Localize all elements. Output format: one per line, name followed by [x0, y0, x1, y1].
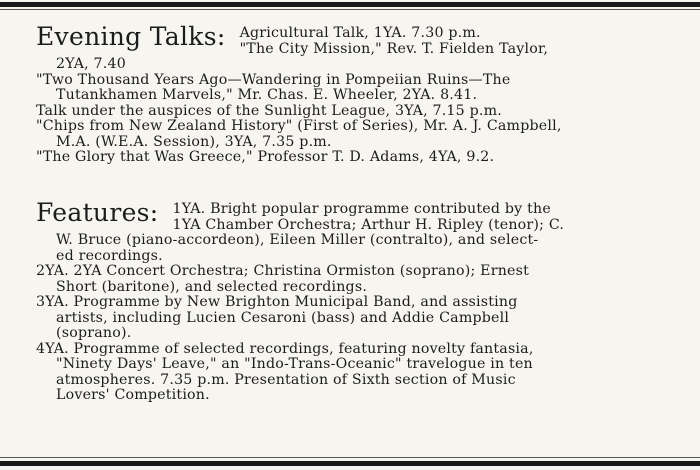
bottom-rule [0, 461, 700, 466]
features-line: W. Bruce (piano-accordeon), Eileen Miller (contralto), and select- [56, 232, 539, 248]
features-heading: Features: [36, 198, 159, 227]
top-thin-rule [0, 9, 700, 10]
features-line: 3YA. Programme by New Brighton Municipal Band, and assisting [36, 294, 518, 310]
features-line: 1YA. Bright popular programme contributed by the [172, 201, 551, 217]
bottom-thin-rule [0, 457, 700, 458]
features-line: 2YA. 2YA Concert Orchestra; Christina Ormiston (soprano); Ernest [36, 263, 530, 279]
top-rule [0, 2, 700, 7]
features-line: artists, including Lucien Cesaroni (bass) and Addie Campbell [56, 309, 510, 326]
features-line: Short (baritone), and selected recordings. [56, 278, 368, 295]
evening-line: "The Glory that Was Greece," Professor T. D. Adams, 4YA, 9.2. [36, 149, 495, 165]
evening-line: "Two Thousand Years Ago—Wandering in Pompeiian Ruins—The [36, 71, 511, 88]
features-line: 1YA Chamber Orchestra; Arthur H. Ripley (tenor); C. [172, 217, 565, 233]
evening-line: "Chips from New Zealand History" (First of Series), Mr. A. J. Campbell, [36, 118, 562, 134]
features-line: Lovers' Competition. [56, 387, 210, 403]
features-line: 4YA. Programme of selected recordings, featuring novelty fantasia, [36, 340, 534, 357]
evening-talks-header-block [36, 24, 666, 57]
features-line: atmospheres. 7.35 p.m. Presentation of Sixth section of Music [56, 371, 516, 388]
evening-talks-heading: Evening Talks: [36, 22, 226, 51]
evening-line: Tutankhamen Marvels," Mr. Chas. E. Wheeler, 2YA. 8.41. [56, 87, 478, 103]
features-first-lines [159, 200, 565, 233]
features-section [36, 200, 666, 404]
evening-line: "The City Mission," Rev. T. Fielden Taylor, [239, 41, 549, 57]
features-line: (soprano). [56, 325, 132, 341]
evening-talks-first-lines [226, 24, 549, 57]
evening-talks-section [36, 24, 666, 166]
evening-line: 2YA, 7.40 [56, 56, 126, 72]
evening-talks-body [36, 57, 666, 166]
evening-line: Agricultural Talk, 1YA. 7.30 p.m. [239, 25, 481, 41]
features-body [36, 233, 666, 404]
features-header-block [36, 200, 666, 233]
evening-line: Talk under the auspices of the Sunlight League, 3YA, 7.15 p.m. [36, 102, 502, 119]
evening-line: M.A. (W.E.A. Session), 3YA, 7.35 p.m. [56, 133, 332, 150]
features-line: "Ninety Days' Leave," an "Indo-Trans-Oceanic" travelogue in ten [56, 356, 533, 372]
features-line: ed recordings. [56, 247, 163, 264]
